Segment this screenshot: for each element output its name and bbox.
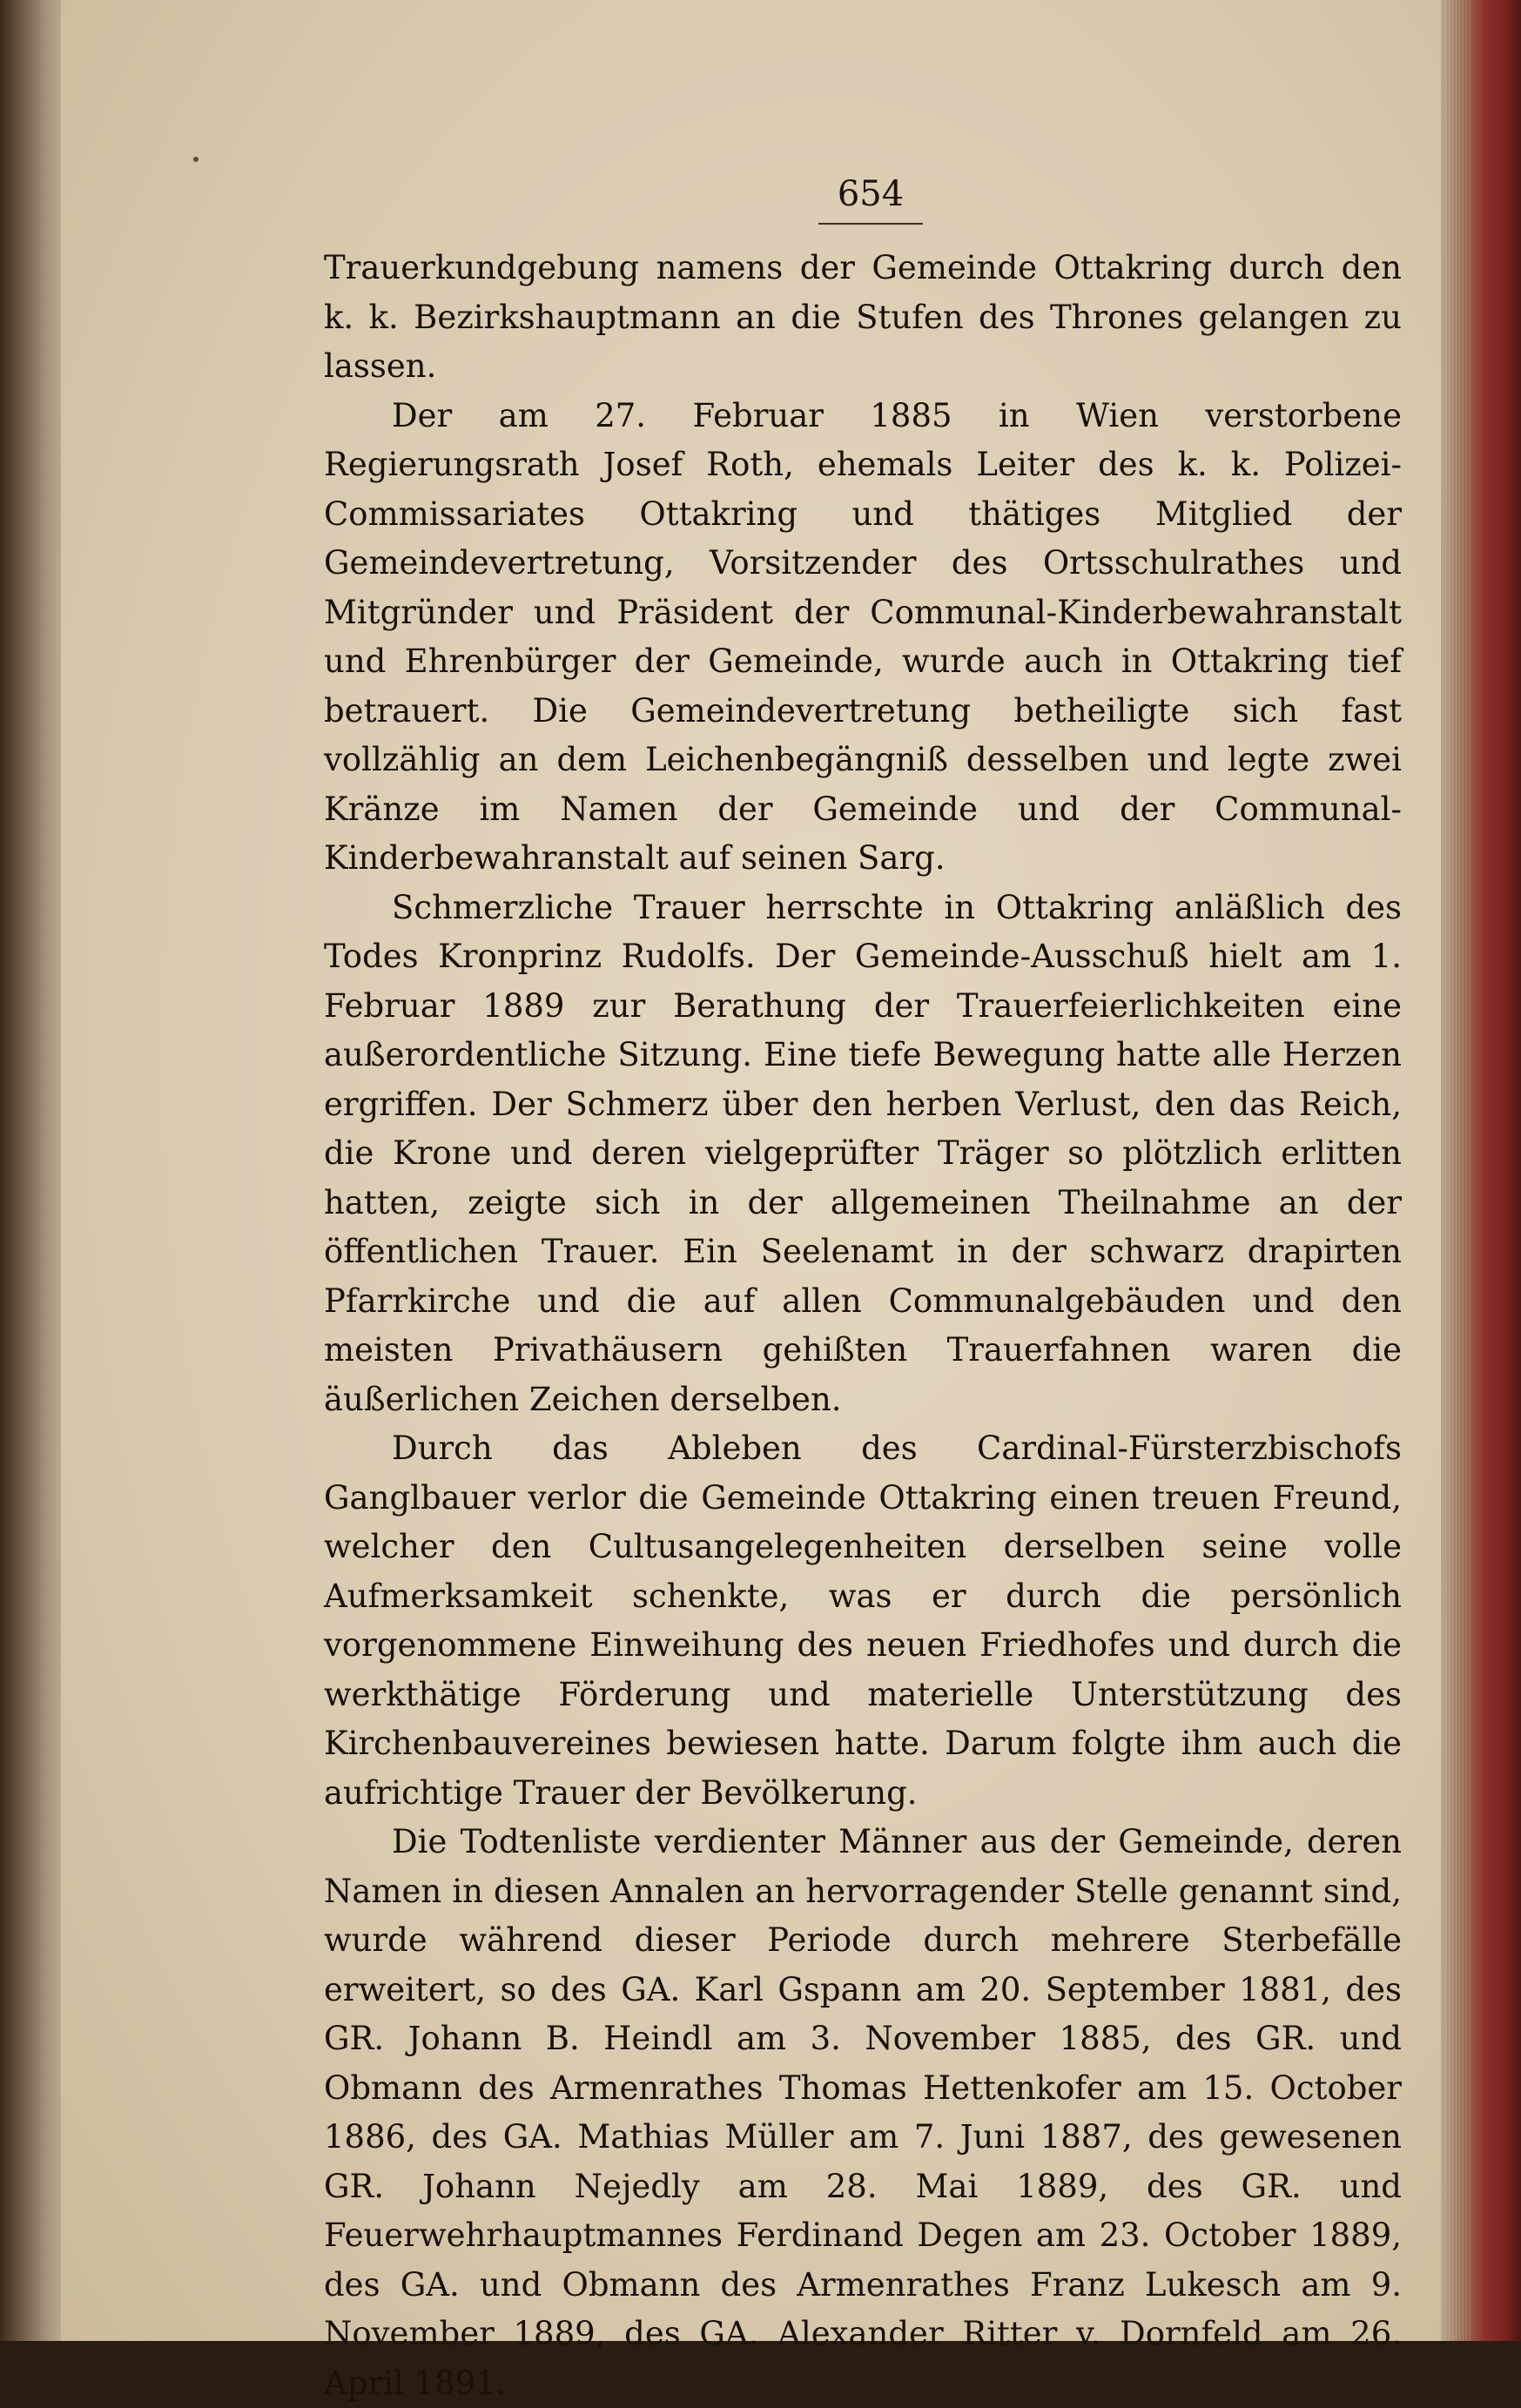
page-number: 654	[837, 174, 905, 214]
page-number-rule	[818, 223, 923, 225]
ink-spot	[193, 157, 199, 162]
paragraph-5: Die Todtenliste verdienter Männer aus der Gemeinde, deren Namen in diesen Annalen an hervorragender Stelle genannt sind, wurde während dieser Periode durch mehrere Sterbefälle erweitert, so des GA. Karl Gspann am 20. September 1881, des GR. Johann B. Heindl am 3. November 1885, des GR. und Obmann des Armenrathes Thomas Hettenkofer am 15. October 1886, des GA. Mathias Müller am 7. Juni 1887, des gewesenen GR. Johann Nejedly am 28. Mai 1889, des GR. und Feuerwehrhauptmannes Ferdinand Degen am 23. October 1889, des GA. und Obmann des Armenrathes Franz Lukesch am 9. November 1889, des GA. Alexander Ritter v. Dornfeld am 26. April 1891.	[324, 1823, 1402, 2402]
paragraph-3: Schmerzliche Trauer herrschte in Ottakring anläßlich des Todes Kronprinz Rudolfs. Der Gemeinde-Ausschuß hielt am 1. Februar 1889 zur Berathung der Trauerfeierlichkeiten eine außerordentliche Sitzung. Eine tiefe Bewegung hatte alle Herzen ergriffen. Der Schmerz über den herben Verlust, den das Reich, die Krone und deren vielgeprüfter Träger so plötzlich erlitten hatten, zeigte sich in der allgemeinen Theilnahme an der öffentlichen Trauer. Ein Seelenamt in der schwarz drapirten Pfarrkirche und die auf allen Communalgebäuden und den meisten Privathäusern gehißten Trauerfahnen waren die äußerlichen Zeichen derselben.	[324, 888, 1402, 1418]
page-text	[324, 244, 1402, 2408]
paragraph-4: Durch das Ableben des Cardinal-Fürsterzbischofs Ganglbauer verlor die Gemeinde Ottakring einen treuen Freund, welcher den Cultusangelegenheiten derselben seine volle Aufmerksamkeit schenkte, was er durch die persönlich vorgenommene Einweihung des neuen Friedhofes und durch die werkthätige Förderung und materielle Unterstützung des Kirchenbauvereines bewiesen hatte. Darum folgte ihm auch die aufrichtige Trauer der Bevölkerung.	[324, 1429, 1402, 1812]
page-edge-lines	[1445, 0, 1471, 2341]
paragraph-1: Trauerkundgebung namens der Gemeinde Ottakring durch den k. k. Bezirkshauptmann an die Stufen des Thrones gelangen zu lassen.	[324, 249, 1402, 385]
book-spine	[0, 0, 61, 2341]
paragraph-2: Der am 27. Februar 1885 in Wien verstorbene Regierungsrath Josef Roth, ehemals Leiter des k. k. Polizei-Commissariates Ottakring und thätiges Mitglied der Gemeindevertretung, Vorsitzender des Ortsschulrathes und Mitgründer und Präsident der Communal-Kinderbewahranstalt und Ehrenbürger der Gemeinde, wurde auch in Ottakring tief betrauert. Die Gemeindevertretung betheiligte sich fast vollzählig an dem Leichenbegängniß desselben und legte zwei Kränze im Namen der Gemeinde und der Communal-Kinderbewahranstalt auf seinen Sarg.	[324, 396, 1402, 877]
